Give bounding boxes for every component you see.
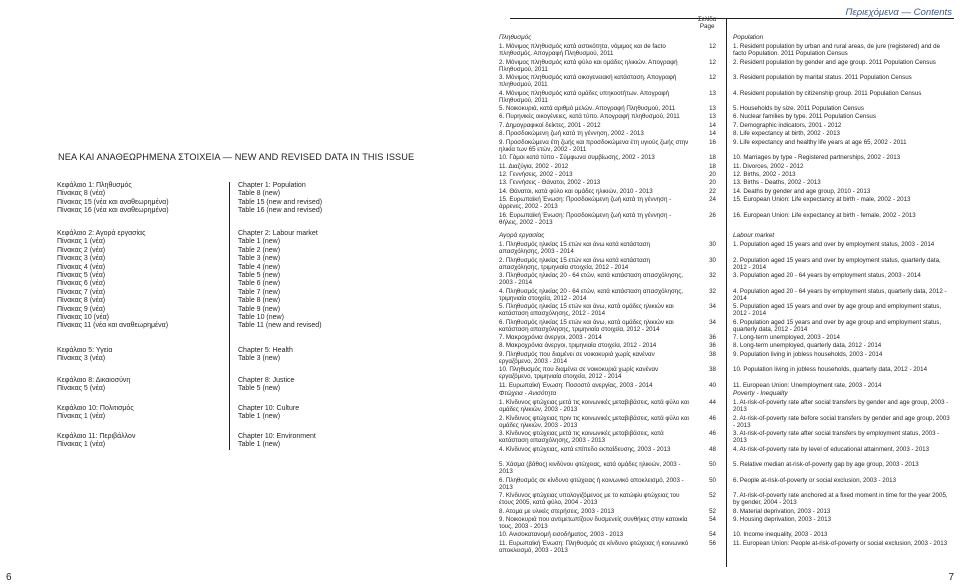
chapter-heading-en: Chapter 2: Labour market (238, 230, 318, 237)
table-item-en: Table 10 (new) (238, 314, 284, 322)
toc-entry-en: 8. Material deprivation, 2003 - 2013 (733, 507, 831, 515)
toc-entry-gr: 1. Πληθυσμός ηλικίας 15 ετών και άνω κατά κατάσταση απασχόλησης, 2003 - 2014 (499, 241, 650, 256)
toc-page-number: 13 (709, 105, 716, 112)
toc-entry-en: 8. Long-term unemployed, quarterly data, 2012 - 2014 (733, 342, 882, 350)
toc-entry-gr: 6. Πυρηνικές οικογένειες, κατά τύπο. Απογραφή πληθυσμού, 2011 (499, 113, 680, 121)
toc-entry-gr: 5. Χάσμα (βάθος) κινδύνου φτώχειας, κατά ομάδες ηλικιών, 2003 - 2013 (499, 461, 681, 476)
group-greek-list (57, 182, 169, 216)
toc-entry-en: 3. Resident population by marital status. 2011 Population Census (733, 74, 912, 81)
toc-entry-gr: 8. Προσδοκώμενη ζωή κατά τη γέννηση, 2002 - 2013 (499, 130, 644, 138)
toc-page-number: 14 (709, 121, 716, 129)
toc-page-number: 56 (709, 539, 716, 547)
toc-entry-en: 1. At-risk-of-poverty rate after social transfers by gender and age group, 2003 - 2013 (733, 399, 949, 414)
toc-entry-gr: 3. Μόνιμος πληθυσμός κατά οικογενειακή κατάσταση. Απογραφή πληθυσμού, 2011 (499, 74, 677, 89)
toc-page-number: 54 (709, 531, 716, 539)
toc-page-number: 36 (709, 342, 716, 350)
table-item-gr: Πίνακας 8 (νέα) (57, 190, 106, 198)
toc-entry-en: 9. Population living in jobless households, 2003 - 2014 (733, 350, 883, 358)
toc-entry-en: 12. Births, 2002 - 2013 (733, 170, 796, 178)
section-heading-en: Population (733, 34, 764, 41)
toc-page-number: 34 (709, 303, 716, 310)
toc-page-number: 36 (709, 334, 716, 341)
toc-entry-gr: 4. Πληθυσμός ηλικίας 20 - 64 ετών, κατά κατάσταση απασχόλησης, τριμηνιαία στοιχεία, 2012 - 2014 (499, 287, 683, 302)
group-english-list (238, 433, 316, 450)
toc-page-number: 18 (709, 154, 716, 162)
table-item-gr: Πίνακας 9 (νέα) (57, 305, 106, 313)
section-heading-en: Poverty - Inequality (733, 390, 788, 397)
toc-entry-en: 2. Resident population by gender and age group. 2011 Population Census (733, 58, 936, 66)
group-greek-list (57, 433, 135, 450)
toc-page-number: 50 (709, 476, 716, 484)
toc-page-number: 12 (709, 58, 716, 66)
toc-entry-en: 7. At-risk-of-poverty rate anchored at a fixed moment in time for the year 2005, by gender, 2004 - 2013 (733, 492, 948, 507)
toc-entry-gr: 14. Θάνατοι, κατά φύλο και ομάδες ηλικιών, 2010 - 2013 (499, 187, 653, 195)
table-item-en: Table 3 (new) (238, 255, 281, 263)
toc-entry-gr: 10. Γάμοι κατά τύπο - Σύμφωνα συμβίωσης, 2002 - 2013 (499, 154, 655, 162)
table-item-gr: Πίνακας 7 (νέα) (57, 288, 106, 296)
toc-entry-gr: 2. Πληθυσμός ηλικίας 15 ετών και άνω κατά κατάσταση απασχόλησης, τριμηνιαία στοιχεία, 2012 - 2014 (499, 256, 650, 271)
toc-page-number: 52 (709, 507, 716, 515)
table-item-en: Table 8 (new) (238, 190, 281, 198)
toc-entry-gr: 5. Νοικοκυριά, κατά αριθμό μελών. Απογραφή Πληθυσμού, 2011 (499, 105, 676, 112)
group-english-list (238, 405, 299, 422)
table-item-en: Table 5 (new) (238, 385, 281, 393)
toc-entry-en: 2. At-risk-of-poverty rate before social transfers by gender and age group, 2003 - 2013 (733, 414, 950, 429)
toc-entry-gr: 9. Νοικοκυριά που αντιμετωπίζουν δυσμενείς συνθήκες στην κατοικία τους, 2003 - 2013 (499, 515, 688, 530)
toc-entry-gr: 9. Προσδοκώμενα έτη ζωής και προσδοκώμενα έτη υγιούς ζωής στην ηλικία των 65 ετών, 2002 - 2011 (499, 138, 689, 153)
toc-page-number: 52 (709, 492, 716, 499)
toc-entry-gr: 16. Ευρωπαϊκή Ένωση: Προσδοκώμενη ζωή κατά τη γέννηση - θήλεις, 2002 - 2013 (499, 211, 672, 226)
toc-entry-en: 1. Population aged 15 years and over by employment status, 2003 - 2014 (733, 241, 935, 248)
table-item-gr: Πίνακας 6 (νέα) (57, 280, 106, 288)
toc-entry-en: 2. Population aged 15 years and over by employment status, quarterly data, 2012 - 2014 (733, 256, 941, 271)
table-item-gr: Πίνακας 16 (νέα και αναθεωρημένα) (57, 207, 169, 215)
toc-entry-gr: 4. Μόνιμος πληθυσμός κατά ομάδες υπηκοοτήτων. Απογραφή Πληθυσμού, 2011 (499, 89, 670, 104)
toc-entry-en: 6. People at-risk-of-poverty or social exclusion, 2003 - 2013 (733, 476, 897, 484)
toc-entry-en: 10. Population living in jobless households, quarterly data, 2012 - 2014 (733, 366, 928, 374)
group-english-list (238, 377, 294, 394)
toc-entry-gr: 13. Γεννήσεις - Θάνατοι, 2002 - 2013 (499, 179, 601, 187)
contents-header: Περιεχόμενα — Contents (845, 7, 952, 18)
toc-entry-en: 6. Nuclear families by type. 2011 Population Census (733, 113, 876, 121)
toc-entry-gr: 10. Ανισοκατανομή εισοδήματος, 2003 - 2013 (499, 531, 624, 539)
chapter-heading-en: Chapter 10: Environment (238, 433, 316, 440)
toc-page-number: 12 (709, 43, 716, 50)
toc-entry-gr: 6. Πληθυσμός ηλικίας 15 ετών και άνω, κατά ομάδες ηλικιών και κατάσταση απασχόλησης, τριμηνιαία στοιχεία, 2012 - 2014 (499, 318, 674, 333)
toc-entry-en: 11. European Union: People at-risk-of-poverty or social exclusion, 2003 - 2013 (733, 539, 948, 547)
table-item-en: Table 1 (new) (238, 413, 281, 421)
group-greek-list (57, 230, 168, 331)
table-item-gr: Πίνακας 3 (νέα) (57, 355, 106, 363)
toc-entry-gr: 11. Ευρωπαϊκή Ένωση: Πληθυσμός σε κίνδυνο φτώχειας ή κοινωνικό αποκλεισμό, 2003 - 2013 (499, 539, 689, 554)
table-item-en: Table 11 (new and revised) (238, 322, 322, 330)
toc-page-number: 16 (709, 138, 716, 146)
toc-entry-en: 7. Long-term unemployed, 2003 - 2014 (733, 334, 840, 341)
group-greek-list (57, 377, 130, 394)
table-item-gr: Πίνακας 3 (νέα) (57, 255, 106, 263)
toc-entry-en: 3. Population aged 20 - 64 years by employment status, 2003 - 2014 (733, 272, 921, 279)
chapter-heading-en: Chapter 8: Justice (238, 377, 295, 384)
toc-page-number: 40 (709, 381, 716, 389)
toc-page-number: 26 (709, 211, 716, 219)
toc-entry-en: 4. Resident population by citizenship group. 2011 Population Census (733, 89, 922, 97)
table-item-en: Table 2 (new) (238, 246, 281, 254)
toc-entry-gr: 7. Μακροχρόνια άνεργοι, 2003 - 2014 (499, 334, 602, 341)
chapter-heading-en: Chapter 5: Health (238, 347, 293, 354)
table-item-en: Table 1 (new) (238, 441, 281, 449)
toc-entry-gr: 6. Πληθυσμός σε κίνδυνο φτώχειας ή κοινωνικό αποκλεισμό, 2003 - 2013 (499, 476, 684, 491)
table-item-gr: Πίνακας 15 (νέα και αναθεωρημένα) (57, 198, 169, 206)
table-item-en: Table 7 (new) (238, 288, 281, 296)
table-item-gr: Πίνακας 1 (νέα) (57, 441, 106, 449)
toc-entry-en: 14. Deaths by gender and age group, 2010 - 2013 (733, 187, 871, 195)
toc-page-number: 18 (709, 162, 716, 170)
toc-page-number: 14 (709, 130, 716, 138)
toc-entry-en: 13. Births - Deaths, 2002 - 2013 (733, 179, 821, 187)
toc-entry-gr: 15. Ευρωπαϊκή Ένωση: Προσδοκώμενη ζωή κατά τη γέννηση - άρρενες, 2002 - 2013 (499, 196, 672, 211)
toc-entry-gr: 8. Μακροχρόνια άνεργοι, τριμηνιαία στοιχεία, 2012 - 2014 (499, 342, 657, 350)
toc-entry-en: 11. Divorces, 2002 - 2012 (733, 162, 804, 170)
toc-page-number: 46 (709, 430, 716, 437)
toc-page-number: 50 (709, 461, 716, 468)
toc-entry-gr: 5. Πληθυσμός ηλικίας 15 ετών και άνω, κατά ομάδες ηλικιών και κατάσταση απασχόλησης, 2012 - 2014 (499, 303, 674, 318)
toc-page-number: 32 (709, 272, 716, 279)
toc-page-number: 13 (709, 113, 716, 121)
toc-entry-en: 16. European Union: Life expectancy at birth - female, 2002 - 2013 (733, 211, 916, 219)
group-english-list (238, 347, 293, 364)
toc-entry-en: 9. Life expectancy and healthy life years at age 65, 2002 - 2011 (733, 138, 907, 146)
section-heading-gr: Φτώχεια - Ανισότητα (499, 390, 557, 397)
toc-entry-en: 4. Population aged 20 - 64 years by employment status, quarterly data, 2012 - 2014 (733, 287, 947, 302)
toc-entry-gr: 2. Κίνδυνος φτώχειας πριν τις κοινωνικές μεταβιβάσεις, κατά φύλο και ομάδες ηλικιών, 2003 - 2013 (499, 414, 689, 429)
toc-page-number: 12 (709, 74, 716, 81)
toc-entry-gr: 10. Πληθυσμός που διαμένει σε νοικοκυριά χωρίς κανέναν εργαζόμενο, τριμηνιαία στοιχεία, 2012 - 2014 (499, 366, 659, 381)
chapter-heading-gr: Κεφάλαιο 2: Αγορά εργασίας (57, 230, 146, 237)
toc-entry-gr: 11. Διαζύγια, 2002 - 2012 (499, 162, 569, 170)
toc-entry-en: 10. Income inequality, 2003 - 2013 (733, 531, 828, 539)
toc-page-number: 20 (709, 170, 716, 178)
chapter-heading-gr: Κεφάλαιο 1: Πληθυσμός (57, 182, 132, 189)
header-rule (510, 18, 954, 19)
toc-entry-en: 11. European Union: Unemployment rate, 2003 - 2014 (733, 381, 882, 389)
toc-entry-en: 1. Resident population by urban and rural areas, de jure (registered) and de facto Population. 2011 Population Census (733, 43, 941, 58)
toc-entry-en: 5. Relative median at-risk-of-poverty gap by age group, 2003 - 2013 (733, 461, 919, 468)
group-english-list (238, 230, 322, 331)
toc-page-number: 38 (709, 350, 716, 358)
table-item-en: Table 3 (new) (238, 355, 281, 363)
page-number-left: 6 (6, 572, 12, 583)
chapter-heading-en: Chapter 1: Population (238, 182, 306, 189)
toc-entry-gr: 2. Μόνιμος πληθυσμός κατά φύλο και ομάδες ηλικιών. Απογραφή Πληθυσμού, 2011 (499, 58, 678, 73)
new-revised-title: ΝΕΑ ΚΑΙ ΑΝΑΘΕΩΡΗΜΕΝΑ ΣΤΟΙΧΕΙΑ — NEW AND REVISED DATA IN THIS ISSUE (58, 152, 415, 162)
table-item-en: Table 6 (new) (238, 280, 281, 288)
section-heading-gr: Αγορά εργασίας (499, 232, 545, 239)
table-item-en: Table 5 (new) (238, 272, 281, 280)
toc-entry-gr: 11. Ευρωπαϊκή Ένωση: Ποσοστό ανεργίας, 2003 - 2014 (499, 381, 653, 389)
section-heading-en: Labour market (733, 232, 775, 239)
chapter-heading-gr: Κεφάλαιο 8: Δικαιοσύνη (57, 377, 131, 384)
toc-entry-en: 9. Housing deprivation, 2003 - 2013 (733, 515, 832, 523)
toc-page-number: 32 (709, 287, 716, 295)
group-greek-list (57, 347, 112, 364)
toc-page-number: 34 (709, 318, 716, 326)
chapter-heading-gr: Κεφάλαιο 10: Πολιτισμός (57, 405, 134, 412)
right-page (480, 0, 960, 585)
toc-page-number: 22 (709, 187, 716, 195)
table-item-en: Table 15 (new and revised) (238, 198, 323, 206)
page-col-label-text: Σελίδα Page (698, 16, 717, 30)
toc-entry-gr: 3. Πληθυσμός ηλικίας 20 - 64 ετών, κατά κατάσταση απασχόλησης, 2003 - 2014 (499, 272, 683, 287)
group-english-list (238, 182, 322, 216)
chapter-heading-gr: Κεφάλαιο 11: Περιβάλλον (57, 433, 136, 440)
toc-entry-gr: 3. Κίνδυνος φτώχειας μετά τις κοινωνικές μεταβιβάσεις, κατά κατάσταση απασχόλησης, 2003 - 2013 (499, 430, 664, 445)
toc-entry-gr: 4. Κίνδυνος φτώχειας, κατά επίπεδο εκπαίδευσης, 2003 - 2013 (499, 445, 671, 453)
table-item-gr: Πίνακας 4 (νέα) (57, 263, 106, 271)
toc-entry-en: 3. At-risk-of-poverty rate after social transfers by employment status, 2003 - 2013 (733, 430, 940, 445)
toc-entry-en: 5. Population aged 15 years and over by age group and employment status, 2012 - 2014 (733, 303, 942, 318)
toc-entry-en: 8. Life expectancy at birth, 2002 - 2013 (733, 130, 840, 138)
toc-entry-gr: 12. Γεννήσεις, 2002 - 2013 (499, 170, 573, 178)
table-item-en: Table 1 (new) (238, 238, 281, 246)
chapter-heading-gr: Κεφάλαιο 5: Υγεία (57, 347, 113, 354)
toc-entry-en: 7. Demographic indicators, 2001 - 2012 (733, 121, 842, 129)
toc-entry-gr: 7. Κίνδυνος φτώχειας υπολογιζόμενος με το κατώφλι φτώχειας του έτους 2005, κατά φύλο, 2004 - 2013 (499, 492, 680, 507)
toc-entry-gr: 7. Δημογραφικοί δείκτες, 2001 - 2012 (499, 121, 601, 129)
toc-page-number: 54 (709, 515, 716, 523)
toc-page-number: 24 (709, 196, 716, 204)
toc-page-number: 30 (709, 256, 716, 264)
page-number-right: 7 (948, 572, 954, 583)
chapter-heading-en: Chapter 10: Culture (238, 405, 300, 412)
table-item-gr: Πίνακας 1 (νέα) (57, 413, 106, 421)
toc-entry-en: 6. Population aged 15 years and over by age group and employment status, quarterly data, 2012 - 2014 (733, 318, 942, 333)
toc-entry-gr: 1. Μόνιμος πληθυσμός κατά αστικότητα, νόμιμος και de facto πληθυσμός. Απογραφή Πληθυσμού, 2011 (499, 43, 666, 58)
toc-entry-en: 4. At-risk-of-poverty rate by level of educational attainment, 2003 - 2013 (733, 445, 930, 453)
table-item-gr: Πίνακας 1 (νέα) (57, 238, 106, 246)
toc-page-number: 13 (709, 89, 716, 97)
table-item-en: Table 9 (new) (238, 305, 281, 313)
group-greek-list (57, 405, 134, 422)
toc-entry-en: 10. Marriages by type - Registered partnerships, 2002 - 2013 (733, 154, 901, 162)
table-item-en: Table 8 (new) (238, 297, 281, 305)
table-item-en: Table 4 (new) (238, 263, 281, 271)
toc-page-number: 38 (709, 366, 716, 374)
toc-page-number: 20 (709, 179, 716, 187)
table-item-en: Table 16 (new and revised) (238, 207, 323, 215)
toc-page-number: 46 (709, 414, 716, 422)
left-column-divider (229, 182, 230, 450)
right-column-divider (726, 19, 727, 567)
toc-entry-gr: 1. Κίνδυνος φτώχειας μετά τις κοινωνικές μεταβιβάσεις, κατά φύλο και ομάδες ηλικιών, 2003 - 2013 (499, 399, 689, 414)
table-item-gr: Πίνακας 10 (νέα) (57, 314, 109, 322)
toc-entry-en: 15. European Union: Life expectancy at birth - male, 2002 - 2013 (733, 196, 911, 204)
toc-page-number: 48 (709, 445, 716, 453)
toc-entry-gr: 8. Ατομα με υλικές στερήσεις, 2003 - 2013 (499, 507, 615, 515)
section-heading-gr: Πληθυσμός (499, 34, 532, 41)
table-item-gr: Πίνακας 2 (νέα) (57, 246, 106, 254)
table-item-gr: Πίνακας 11 (νέα και αναθεωρημένα) (57, 322, 169, 330)
toc-page-number: 44 (709, 399, 716, 406)
table-item-gr: Πίνακας 5 (νέα) (57, 272, 106, 280)
table-item-gr: Πίνακας 5 (νέα) (57, 385, 106, 393)
toc-entry-en: 5. Households by size. 2011 Population Census (733, 105, 864, 112)
table-item-gr: Πίνακας 8 (νέα) (57, 297, 106, 305)
toc-entry-gr: 9. Πληθυσμός που διαμένει σε νοικοκυριά χωρίς κανέναν εργαζόμενο, 2003 - 2014 (499, 350, 655, 365)
toc-page-number: 30 (709, 241, 716, 248)
